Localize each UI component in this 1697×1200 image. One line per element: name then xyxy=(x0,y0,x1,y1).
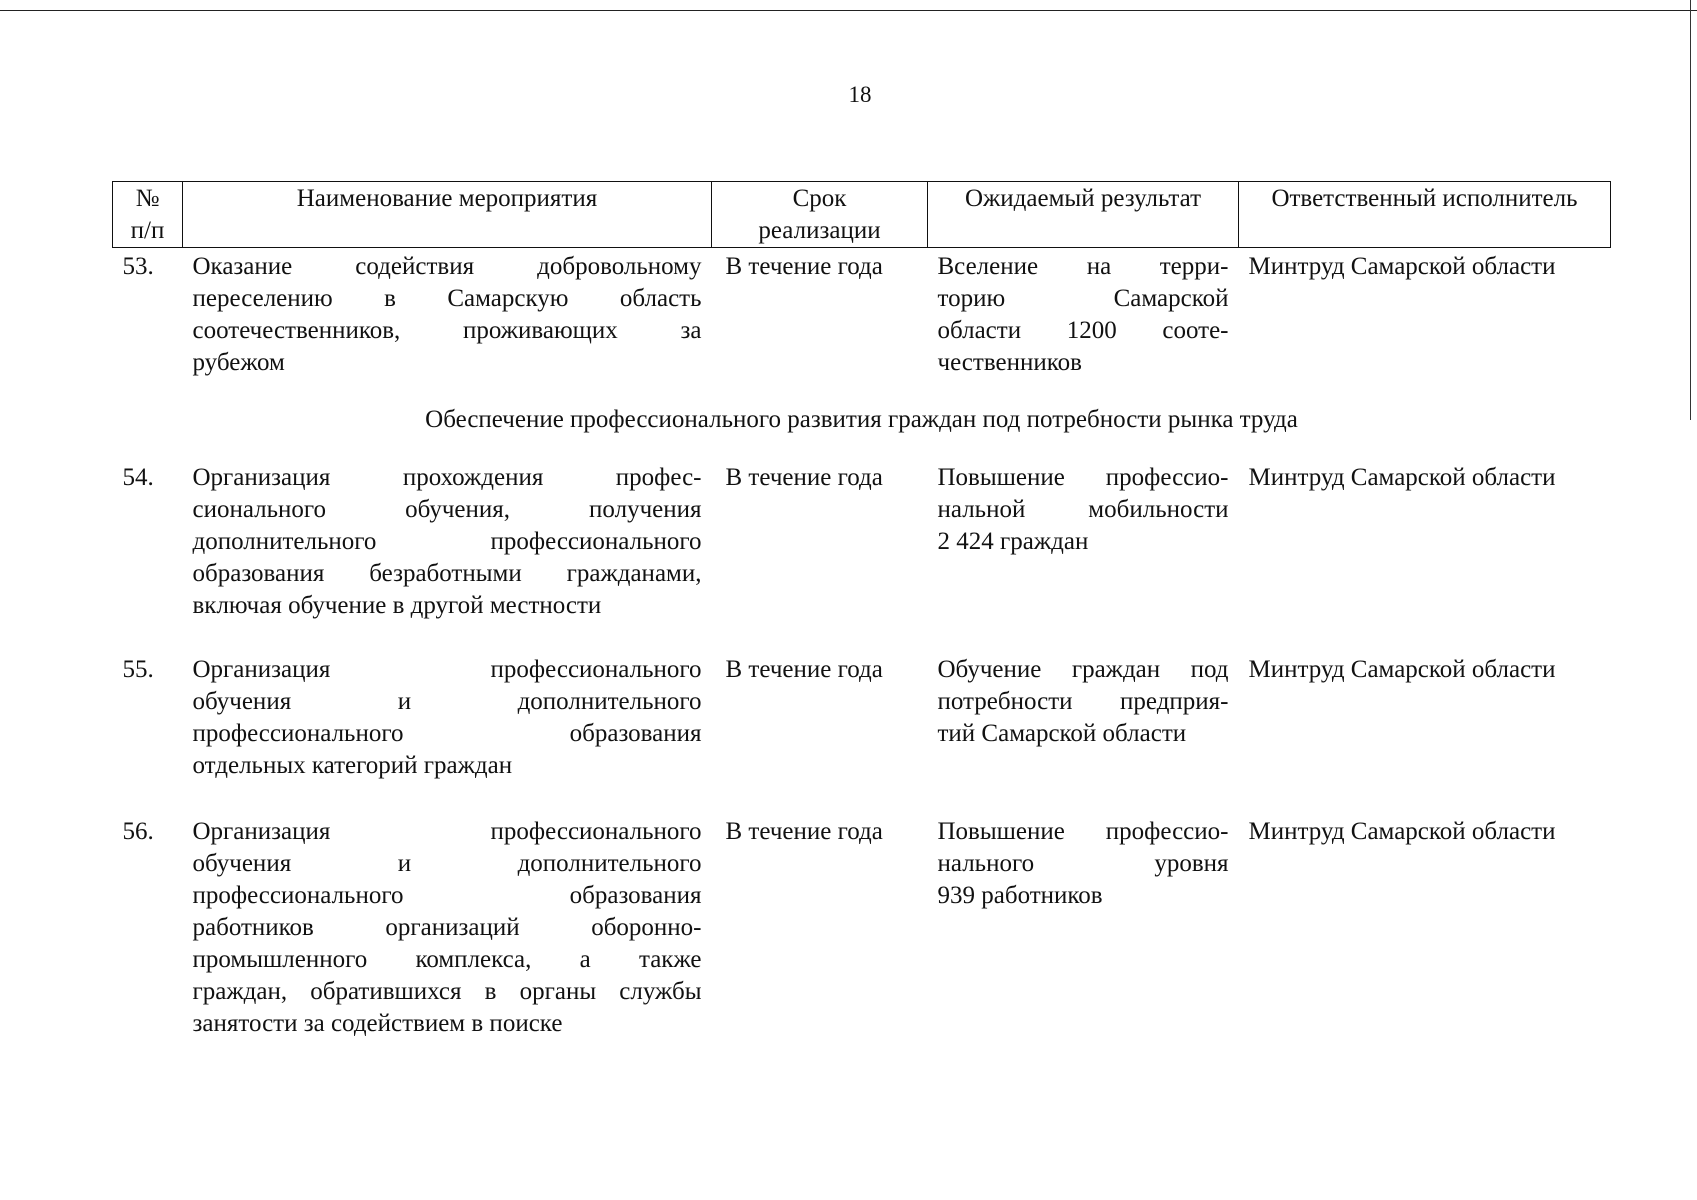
row-term: В течение года xyxy=(725,464,883,491)
row-responsible: Минтруд Самарской области xyxy=(1248,253,1556,280)
row-responsible: Минтруд Самарской области xyxy=(1248,818,1556,845)
expected-result-line: чественников xyxy=(937,349,1082,376)
row-measure-name xyxy=(183,816,712,1046)
row-expected-result xyxy=(928,654,1239,816)
row-number: 54. xyxy=(122,464,154,491)
rows-after-section xyxy=(113,462,1611,1046)
row-responsible: Минтруд Самарской области xyxy=(1248,656,1556,683)
measure-name-line: дополнительного профессионального xyxy=(192,528,702,555)
header-num-line: п/п xyxy=(130,217,165,244)
rows-before-section xyxy=(113,248,1611,397)
expected-result-line: тий Самарской области xyxy=(937,720,1187,747)
row-number: 53. xyxy=(122,253,154,280)
table-header-row xyxy=(113,182,1611,248)
header-term xyxy=(712,182,928,248)
row-term: В течение года xyxy=(725,818,883,845)
header-num xyxy=(113,182,183,248)
header-responsible: Ответственный исполнитель xyxy=(1239,182,1611,248)
measure-name-line: занятости за содействием в поиске xyxy=(192,1010,563,1037)
table-row xyxy=(113,654,1611,816)
measure-name-line: соотечественников, проживающих за xyxy=(192,317,702,344)
table-row xyxy=(113,462,1611,654)
row-term: В течение года xyxy=(725,656,883,683)
measure-name-line: образования безработными гражданами, xyxy=(192,560,702,587)
header-num-line: № xyxy=(135,185,160,212)
measure-name-line: обучения и дополнительного xyxy=(192,688,702,715)
row-expected-result xyxy=(928,248,1239,397)
measure-name-line: обучения и дополнительного xyxy=(192,850,702,877)
table-row xyxy=(113,816,1611,1046)
expected-result-line: Повышение профессио- xyxy=(937,464,1229,491)
expected-result-line: Повышение профессио- xyxy=(937,818,1229,845)
section-heading-group xyxy=(113,396,1611,462)
measure-name-line: Оказание содействия добровольному xyxy=(192,253,702,280)
measure-name-line: промышленного комплекса, а также xyxy=(192,946,702,973)
measure-name-line: включая обучение в другой местности xyxy=(192,592,602,619)
measure-name-line: граждан, обратившихся в органы службы xyxy=(192,978,702,1005)
section-title: Обеспечение профессионального развития граждан под потребности рынка труда xyxy=(425,406,1298,433)
header-result: Ожидаемый результат xyxy=(928,182,1239,248)
row-expected-result xyxy=(928,816,1239,1046)
row-measure-name xyxy=(183,462,712,654)
row-measure-name xyxy=(183,248,712,397)
row-expected-result xyxy=(928,462,1239,654)
measure-name-line: работников организаций оборонно- xyxy=(192,914,702,941)
row-responsible: Минтруд Самарской области xyxy=(1248,464,1556,491)
row-number: 56. xyxy=(122,818,154,845)
expected-result-line: 939 работников xyxy=(937,882,1103,909)
measure-name-line: переселению в Самарскую область xyxy=(192,285,702,312)
measure-name-line: Организация профессионального xyxy=(192,818,702,845)
measure-name-line: отдельных категорий граждан xyxy=(192,752,513,779)
measure-name-line: сионального обучения, получения xyxy=(192,496,702,523)
measure-name-line: Организация прохождения профес- xyxy=(192,464,702,491)
row-term: В течение года xyxy=(725,253,883,280)
expected-result-line: нальной мобильности xyxy=(937,496,1229,523)
expected-result-line: 2 424 граждан xyxy=(937,528,1089,555)
expected-result-line: области 1200 сооте- xyxy=(937,317,1229,344)
measure-name-line: рубежом xyxy=(192,349,285,376)
page-right-edge xyxy=(1690,0,1691,420)
page-top-rule xyxy=(0,10,1697,11)
measure-name-line: профессионального образования xyxy=(192,882,702,909)
measure-name-line: профессионального образования xyxy=(192,720,702,747)
expected-result-line: торию Самарской xyxy=(937,285,1229,312)
row-number: 55. xyxy=(122,656,154,683)
measure-name-line: Организация профессионального xyxy=(192,656,702,683)
header-term-line: Срок xyxy=(792,185,847,212)
expected-result-line: потребности предприя- xyxy=(937,688,1229,715)
header-name: Наименование мероприятия xyxy=(183,182,712,248)
table-row xyxy=(113,248,1611,397)
section-heading-row xyxy=(113,396,1611,462)
measures-table xyxy=(112,181,1611,1046)
expected-result-line: Обучение граждан под xyxy=(937,656,1229,683)
expected-result-line: нального уровня xyxy=(937,850,1229,877)
header-term-line: реализации xyxy=(758,217,881,244)
page-number: 18 xyxy=(848,82,872,107)
row-measure-name xyxy=(183,654,712,816)
expected-result-line: Вселение на терри- xyxy=(937,253,1229,280)
